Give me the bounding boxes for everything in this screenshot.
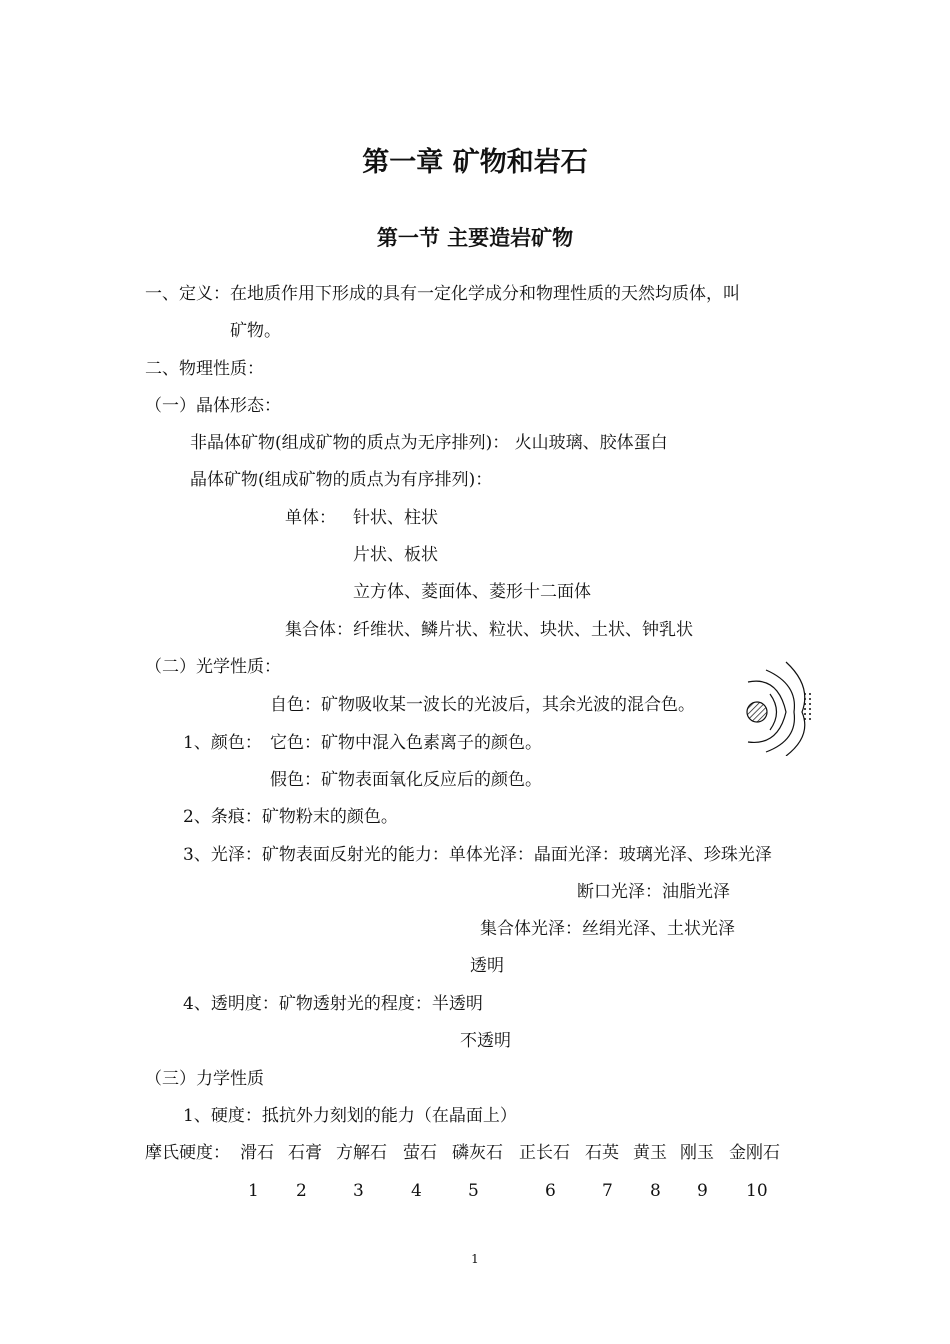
page-number: 1	[471, 1252, 479, 1266]
pseudo-color-line: 假色：矿物表面氧化反应后的颜色。	[270, 770, 542, 790]
mohs-value-5: 5	[468, 1181, 479, 1201]
crystalline-mineral-line: 晶体矿物(组成矿物的质点为有序排列)：	[190, 470, 493, 490]
mohs-mineral-4: 萤石	[403, 1143, 437, 1163]
physical-properties-heading: 二、物理性质：	[145, 359, 264, 379]
mohs-mineral-3: 方解石	[336, 1143, 387, 1163]
mohs-mineral-9: 刚玉	[680, 1143, 714, 1163]
mohs-mineral-6: 正长石	[519, 1143, 570, 1163]
light-wave-icon	[728, 660, 824, 756]
opaque-label: 不透明	[460, 1031, 511, 1051]
allochromatic-color-line: 它色：矿物中混入色素离子的颜色。	[270, 733, 542, 753]
section-title: 第一节 主要造岩矿物	[376, 226, 574, 250]
fracture-luster-line: 断口光泽：油脂光泽	[577, 882, 730, 902]
mohs-mineral-7: 石英	[585, 1143, 619, 1163]
mohs-value-6: 6	[545, 1181, 556, 1201]
mohs-mineral-2: 石膏	[288, 1143, 322, 1163]
mohs-value-9: 9	[697, 1181, 708, 1201]
optical-properties-heading: （二）光学性质：	[145, 657, 281, 677]
chapter-title: 第一章 矿物和岩石	[362, 147, 588, 178]
transparency-line: 4、透明度：矿物透射光的程度：半透明	[183, 994, 483, 1014]
mohs-mineral-5: 磷灰石	[452, 1143, 503, 1163]
single-crystal-form-2: 片状、板状	[353, 545, 438, 565]
transparent-label: 透明	[470, 956, 504, 976]
aggregate-luster-line: 集合体光泽：丝绢光泽、土状光泽	[480, 919, 735, 939]
amorphous-mineral-line: 非晶体矿物(组成矿物的质点为无序排列)： 火山玻璃、胶体蛋白	[190, 433, 668, 453]
hardness-line: 1、硬度：抵抗外力刻划的能力（在晶面上）	[183, 1106, 517, 1126]
mohs-value-1: 1	[248, 1181, 259, 1201]
aggregate-form-line: 集合体：纤维状、鳞片状、粒状、块状、土状、钟乳状	[285, 620, 693, 640]
mohs-value-7: 7	[602, 1181, 613, 1201]
mohs-value-8: 8	[650, 1181, 661, 1201]
self-color-line: 自色：矿物吸收某一波长的光波后，其余光波的混合色。	[270, 695, 695, 715]
streak-line: 2、条痕：矿物粉末的颜色。	[183, 807, 398, 827]
mohs-value-10: 10	[746, 1181, 768, 1201]
color-label: 1、颜色：	[183, 733, 262, 753]
definition-line-2: 矿物。	[230, 321, 281, 341]
single-crystal-form-3: 立方体、菱面体、菱形十二面体	[353, 582, 591, 602]
single-crystal-form-1: 针状、柱状	[353, 508, 438, 528]
mohs-mineral-1: 滑石	[240, 1143, 274, 1163]
mohs-mineral-10: 金刚石	[729, 1143, 780, 1163]
mohs-hardness-label: 摩氏硬度：	[145, 1143, 230, 1163]
mohs-value-4: 4	[411, 1181, 422, 1201]
definition-line-1: 一、定义：在地质作用下形成的具有一定化学成分和物理性质的天然均质体，叫	[145, 284, 740, 304]
luster-line: 3、光泽：矿物表面反射光的能力：单体光泽：晶面光泽：玻璃光泽、珍珠光泽	[183, 845, 772, 865]
mechanical-properties-heading: （三）力学性质	[145, 1069, 264, 1089]
mohs-value-2: 2	[296, 1181, 307, 1201]
mohs-value-3: 3	[353, 1181, 364, 1201]
single-crystal-label: 单体：	[285, 508, 336, 528]
mohs-mineral-8: 黄玉	[633, 1143, 667, 1163]
crystal-form-heading: （一）晶体形态：	[145, 396, 281, 416]
